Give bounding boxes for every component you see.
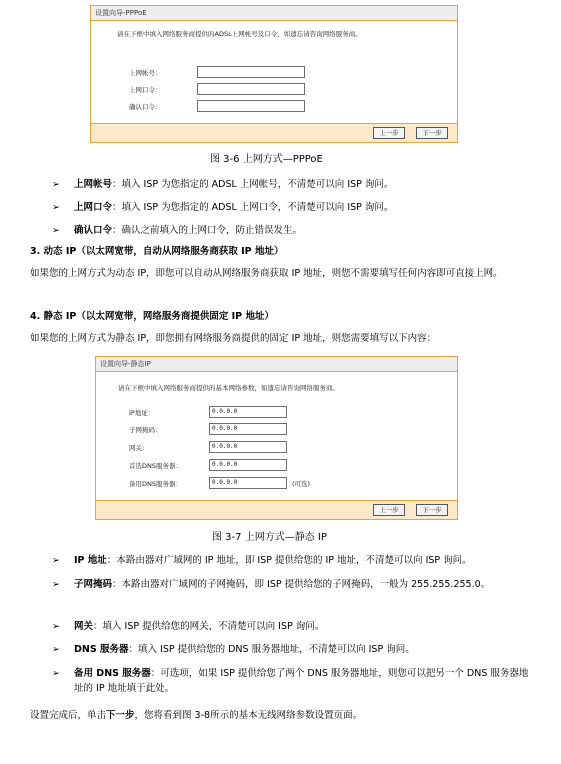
- bullet-text: ：可选项，如果 ISP 提供给您了两个 DNS 服务器地址，则您可以把另一个 DNS 服务器地址的 IP 地址填于此处。: [74, 668, 529, 694]
- bullet-account: [52, 177, 544, 192]
- arrow-bullet-icon: ➢: [52, 579, 60, 590]
- secondary-dns-input[interactable]: 0.0.0.0: [209, 477, 287, 489]
- dynamic-ip-paragraph: 如果您的上网方式为动态 IP，即您可以自动从网络服务商获取 IP 地址，则您不需要填写任何内容即可直接上网。: [30, 268, 503, 279]
- bullet-term: DNS 服务器: [74, 644, 129, 655]
- bullet-ip-address: [52, 553, 544, 568]
- bullet-secondary-dns: [52, 666, 529, 696]
- pppoe-account-input[interactable]: [197, 66, 305, 78]
- arrow-bullet-icon: ➢: [52, 225, 60, 236]
- static-ip-settings-panel: [95, 356, 458, 520]
- pppoe-password-input[interactable]: [197, 83, 305, 95]
- arrow-bullet-icon: ➢: [52, 202, 60, 213]
- pppoe-settings-panel: [90, 5, 458, 143]
- arrow-bullet-icon: ➢: [52, 668, 60, 679]
- pppoe-instruction: 请在下框中填入网络服务商提供的ADSL上网帐号及口令，如遗忘请咨询网络服务商。: [117, 30, 362, 38]
- primary-dns-label: 首选DNS服务器：: [129, 462, 182, 470]
- bullet-text: ：填入 ISP 提供给您的 DNS 服务器地址，不清楚可以向 ISP 询问。: [128, 644, 415, 655]
- bullet-gateway: [52, 619, 544, 634]
- pppoe-account-label: 上网帐号：: [129, 69, 162, 77]
- subnet-mask-label: 子网掩码：: [129, 426, 162, 434]
- secondary-dns-label: 备用DNS服务器：: [129, 480, 182, 488]
- static-panel-title: 设置向导-静态IP: [96, 357, 457, 372]
- section-heading-static-ip: 4. 静态 IP（以太网宽带，网络服务商提供固定 IP 地址）: [30, 311, 274, 322]
- arrow-bullet-icon: ➢: [52, 555, 60, 566]
- gateway-label: 网关：: [129, 444, 149, 452]
- bullet-confirm: [52, 223, 544, 238]
- ip-address-label: IP地址：: [129, 409, 155, 417]
- pppoe-panel-title: 设置向导-PPPoE: [91, 6, 457, 21]
- static-panel-footer: [96, 500, 457, 519]
- pppoe-next-button[interactable]: 下一步: [416, 127, 448, 139]
- bullet-term: IP 地址: [74, 555, 107, 566]
- bullet-term: 备用 DNS 服务器: [74, 668, 151, 679]
- bullet-text: ：填入 ISP 为您指定的 ADSL 上网口令，不清楚可以向 ISP 询问。: [112, 202, 394, 213]
- pppoe-confirm-input[interactable]: [197, 100, 305, 112]
- bullet-text: ：填入 ISP 提供给您的网关，不清楚可以向 ISP 询问。: [93, 621, 325, 632]
- bullet-term: 上网口令: [74, 202, 113, 213]
- final-paragraph: [30, 708, 540, 724]
- bullet-password: [52, 200, 544, 215]
- static-instruction: 请在下框中填入网络服务商提供的基本网络参数，如遗忘请咨询网络服务商。: [118, 384, 339, 392]
- bullet-dns: [52, 642, 544, 657]
- static-next-button[interactable]: 下一步: [416, 504, 448, 516]
- arrow-bullet-icon: ➢: [52, 644, 60, 655]
- bullet-text: ：本路由器对广域网的子网掩码，即 ISP 提供给您的子网掩码，一般为 255.255.255.0。: [112, 579, 491, 590]
- static-back-button[interactable]: 上一步: [373, 504, 405, 516]
- pppoe-back-button[interactable]: 上一步: [373, 127, 405, 139]
- final-emph: 下一步: [106, 710, 135, 721]
- bullet-term: 上网帐号: [74, 179, 113, 190]
- pppoe-password-label: 上网口令：: [129, 86, 162, 94]
- final-prefix: 设置完成后，单击: [30, 710, 107, 721]
- bullet-text: ：确认之前填入的上网口令，防止错误发生。: [112, 225, 303, 236]
- ip-address-input[interactable]: 0.0.0.0: [209, 406, 287, 418]
- pppoe-confirm-label: 确认口令：: [129, 103, 162, 111]
- bullet-term: 确认口令: [74, 225, 113, 236]
- arrow-bullet-icon: ➢: [52, 179, 60, 190]
- bullet-subnet-mask: [52, 577, 529, 592]
- gateway-input[interactable]: 0.0.0.0: [209, 441, 287, 453]
- bullet-text: ：填入 ISP 为您指定的 ADSL 上网帐号，不清楚可以向 ISP 询问。: [112, 179, 394, 190]
- subnet-mask-input[interactable]: 0.0.0.0: [209, 423, 287, 435]
- optional-note: (可选): [292, 480, 311, 488]
- pppoe-panel-footer: [91, 123, 457, 142]
- section-heading-dynamic-ip: 3. 动态 IP（以太网宽带，自动从网络服务商获取 IP 地址）: [30, 246, 284, 257]
- bullet-term: 子网掩码: [74, 579, 113, 590]
- primary-dns-input[interactable]: 0.0.0.0: [209, 459, 287, 471]
- figure-caption-3-7: 图 3-7 上网方式—静态 IP: [212, 532, 327, 543]
- static-ip-paragraph: 如果您的上网方式为静态 IP，即您拥有网络服务商提供的固定 IP 地址，则您需要填写以下内容：: [30, 333, 437, 344]
- arrow-bullet-icon: ➢: [52, 621, 60, 632]
- bullet-text: ：本路由器对广域网的 IP 地址，即 ISP 提供给您的 IP 地址，不清楚可以向 ISP 询问。: [106, 555, 472, 566]
- final-suffix: ，您将看到图 3-8所示的基本无线网络参数设置页面。: [134, 710, 363, 721]
- bullet-term: 网关: [74, 621, 94, 632]
- figure-caption-3-6: 图 3-6 上网方式—PPPoE: [210, 154, 323, 165]
